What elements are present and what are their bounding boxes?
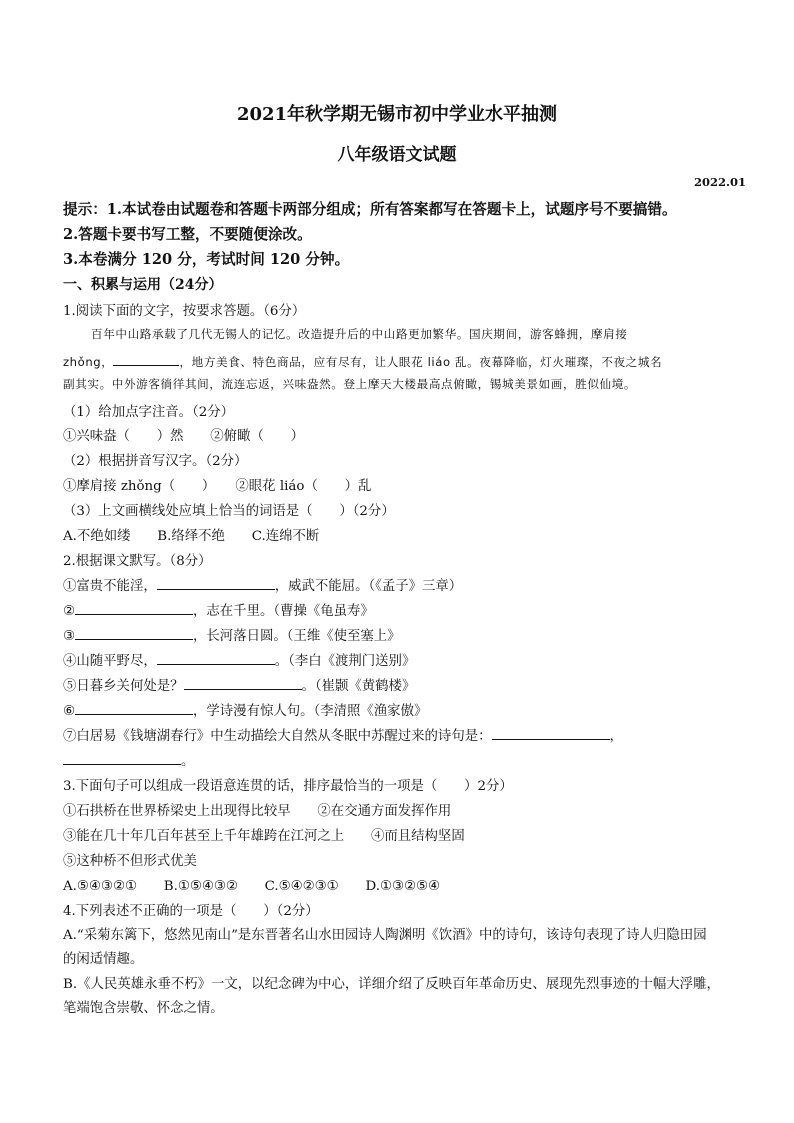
tip-line-1: 提示：1.本试卷由试题卷和答题卡两部分组成；所有答案都写在答题卡上，试题序号不要搞错。 xyxy=(63,201,677,218)
q2-line-2: ② ，志在千里。（曹操《龟虽寿》 xyxy=(63,600,374,619)
tip-line-3: 3.本卷满分 120 分，考试时间 120 分钟。 xyxy=(63,251,350,268)
exam-title: 2021年秋学期无锡市初中学业水平抽测 xyxy=(236,104,558,125)
q1-passage-line-1: 百年中山路承载了几代无锡人的记忆。改造提升后的中山路更加繁华。国庆期间，游客蜂拥，摩肩接 xyxy=(91,327,628,341)
exam-date: 2022.01 xyxy=(694,175,747,189)
q2-line-7-cont: 。 xyxy=(63,750,194,769)
answer-blank xyxy=(157,575,275,590)
q3-stem: 3.下面句子可以组成一段语意连贯的话，排序最恰当的一项是（ ）2分） xyxy=(63,779,513,794)
q2-line-3: ③ ，长河落日圆。（王维《使至塞上》 xyxy=(63,625,401,644)
pinyin-zhong: zhǒng， xyxy=(63,355,114,369)
q1-sub1-items: ①兴味盎（ ）然 ②俯瞰（ ） xyxy=(63,429,305,444)
q3-sentences-1: ①石拱桥在世界桥梁史上出现得比较早 ②在交通方面发挥作用 xyxy=(63,804,452,819)
q2-line-1: ①富贵不能淫， ，威武不能屈。（《孟子》三章） xyxy=(63,575,462,594)
answer-blank xyxy=(157,650,275,665)
q4-stem: 4.下列表述不正确的一项是（ ）（2分） xyxy=(63,904,319,919)
q1-sub2: （2）根据拼音写汉字。（2分） xyxy=(63,454,248,469)
q3-options: A.⑤④③②① B.①⑤④③② C.⑤④②③① D.①③②⑤④ xyxy=(63,879,440,894)
q1-sub3-options: A.不绝如缕 B.络绎不绝 C.连绵不断 xyxy=(63,529,320,544)
q3-sentences-3: ⑤这种桥不但形式优美 xyxy=(63,854,197,869)
q1-stem: 1.阅读下面的文字，按要求答题。（6分） xyxy=(63,304,306,319)
q2-line-7: ⑦白居易《钱塘湖春行》中生动描绘大自然从冬眠中苏醒过来的诗句是： ， xyxy=(63,725,623,744)
q1-sub1: （1）给加点字注音。（2分） xyxy=(63,405,235,420)
tip-line-2: 2.答题卡要书写工整，不要随便涂改。 xyxy=(63,226,312,243)
answer-blank xyxy=(75,625,193,640)
answer-blank xyxy=(63,750,181,765)
answer-blank xyxy=(75,600,193,615)
q1-sub3: （3）上文画横线处应填上恰当的词语是（ ）（2分） xyxy=(63,504,395,519)
answer-blank xyxy=(75,700,193,715)
q1-passage-line-2 xyxy=(63,351,662,370)
q2-line-6: ⑥ ，学诗漫有惊人句。（李清照《渔家傲》 xyxy=(63,700,427,719)
answer-blank xyxy=(492,725,610,740)
q3-sentences-2: ③能在几十年几百年甚至上千年雄跨在江河之上 ④而且结构坚固 xyxy=(63,829,465,844)
q2-stem: 2.根据课文默写。（8分） xyxy=(63,554,212,569)
q2-line-4: ④山随平野尽， 。（李白《渡荆门送别》 xyxy=(63,650,415,669)
q4-option-b-line-1: B.《人民英雄永垂不朽》一文，以纪念碑为中心，详细介绍了反映百年革命历史、展现先烈事迹的十幅大浮雕， xyxy=(63,977,720,992)
q4-option-a-line-2: 的闲适情趣。 xyxy=(63,952,144,967)
exam-subtitle: 八年级语文试题 xyxy=(337,145,457,165)
answer-blank xyxy=(184,675,302,690)
section-title: 一、积累与运用（24分） xyxy=(63,277,223,293)
q1-sub2-items: ①摩肩接 zhǒng（ ） ②眼花 liáo（ ）乱 xyxy=(63,479,372,494)
q4-option-b-line-2: 笔端饱含崇敬、怀念之情。 xyxy=(63,1001,224,1016)
q1-passage-line-3: 副其实。中外游客徜徉其间，流连忘返，兴味盎然。登上摩天大楼最高点俯瞰，锡城美景如画，胜似仙境。 xyxy=(63,377,637,391)
q2-line-5: ⑤日暮乡关何处是？ 。（崔颢《黄鹤楼》 xyxy=(63,675,415,694)
q4-option-a-line-1: A.“采菊东篱下，悠然见南山”是东晋著名山水田园诗人陶渊明《饮酒》中的诗句，该诗句表现了诗人归隐田园 xyxy=(63,928,707,943)
q1-blank-line xyxy=(113,351,179,366)
q1-passage-line-2-rest: ，地方美食、特色商品，应有尽有，让人眼花 liáo 乱。夜幕降临，灯火璀璨，不夜之城名 xyxy=(179,355,663,369)
